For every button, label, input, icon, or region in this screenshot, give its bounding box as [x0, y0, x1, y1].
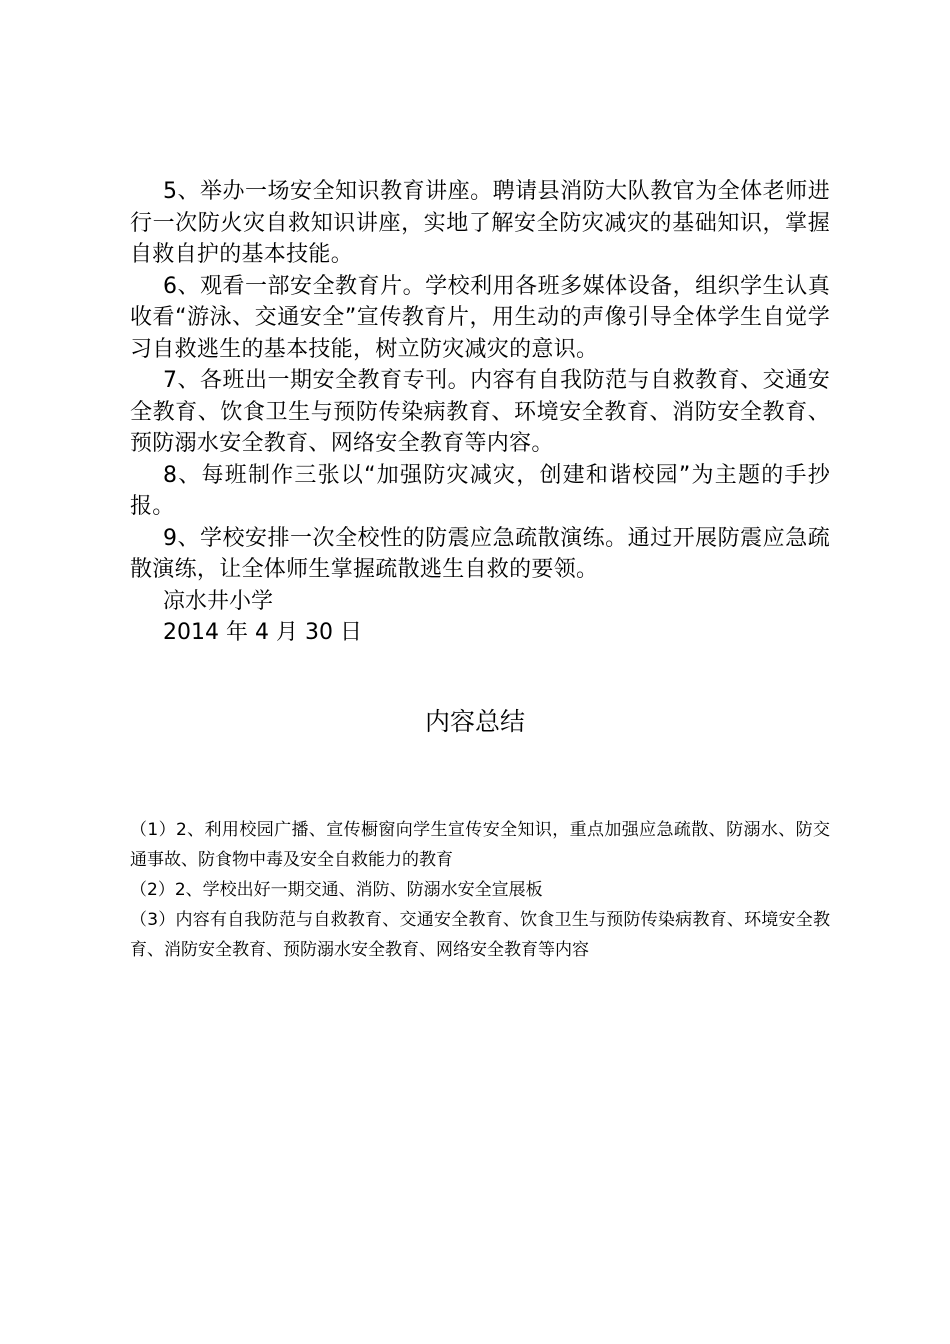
paragraph-5: 5、举办一场安全知识教育讲座。聘请县消防大队教官为全体老师进行一次防火灾自救知识讲座，实地了解安全防灾减灾的基础知识，掌握自救自护的基本技能。 — [130, 179, 830, 267]
summary-list — [130, 815, 830, 965]
paragraph-9: 9、学校安排一次全校性的防震应急疏散演练。通过开展防震应急疏散演练，让全体师生掌握疏散逃生自救的要领。 — [130, 525, 830, 582]
summary-item-3: （3）内容有自我防范与自救教育、交通安全教育、饮食卫生与预防传染病教育、环境安全教育、消防安全教育、预防溺水安全教育、网络安全教育等内容 — [130, 910, 830, 960]
body-text — [130, 176, 830, 649]
summary-title: 内容总结 — [424, 707, 525, 736]
signature-date: 2014 年 4 月 30 日 — [163, 620, 362, 645]
summary-item-2: （2）2、学校出好一期交通、消防、防溺水安全宣展板 — [130, 880, 543, 900]
paragraph-6: 6、观看一部安全教育片。学校利用各班多媒体设备，组织学生认真收看“游泳、交通安全”宣传教育片，用生动的声像引导全体学生自觉学习自救逃生的基本技能，树立防灾减灾的意识。 — [130, 273, 830, 362]
paragraph-7: 7、各班出一期安全教育专刊。内容有自我防范与自救教育、交通安全教育、饮食卫生与预防传染病教育、环境安全教育、消防安全教育、预防溺水安全教育、网络安全教育等内容。 — [130, 368, 830, 456]
summary-item-1: （1）2、利用校园广播、宣传橱窗向学生宣传安全知识，重点加强应急疏散、防溺水、防交通事故、防食物中毒及安全自救能力的教育 — [130, 820, 830, 870]
paragraph-8: 8、每班制作三张以“加强防灾减灾，创建和谐校园”为主题的手抄报。 — [130, 462, 830, 519]
signature-school: 凉水井小学 — [163, 588, 274, 614]
